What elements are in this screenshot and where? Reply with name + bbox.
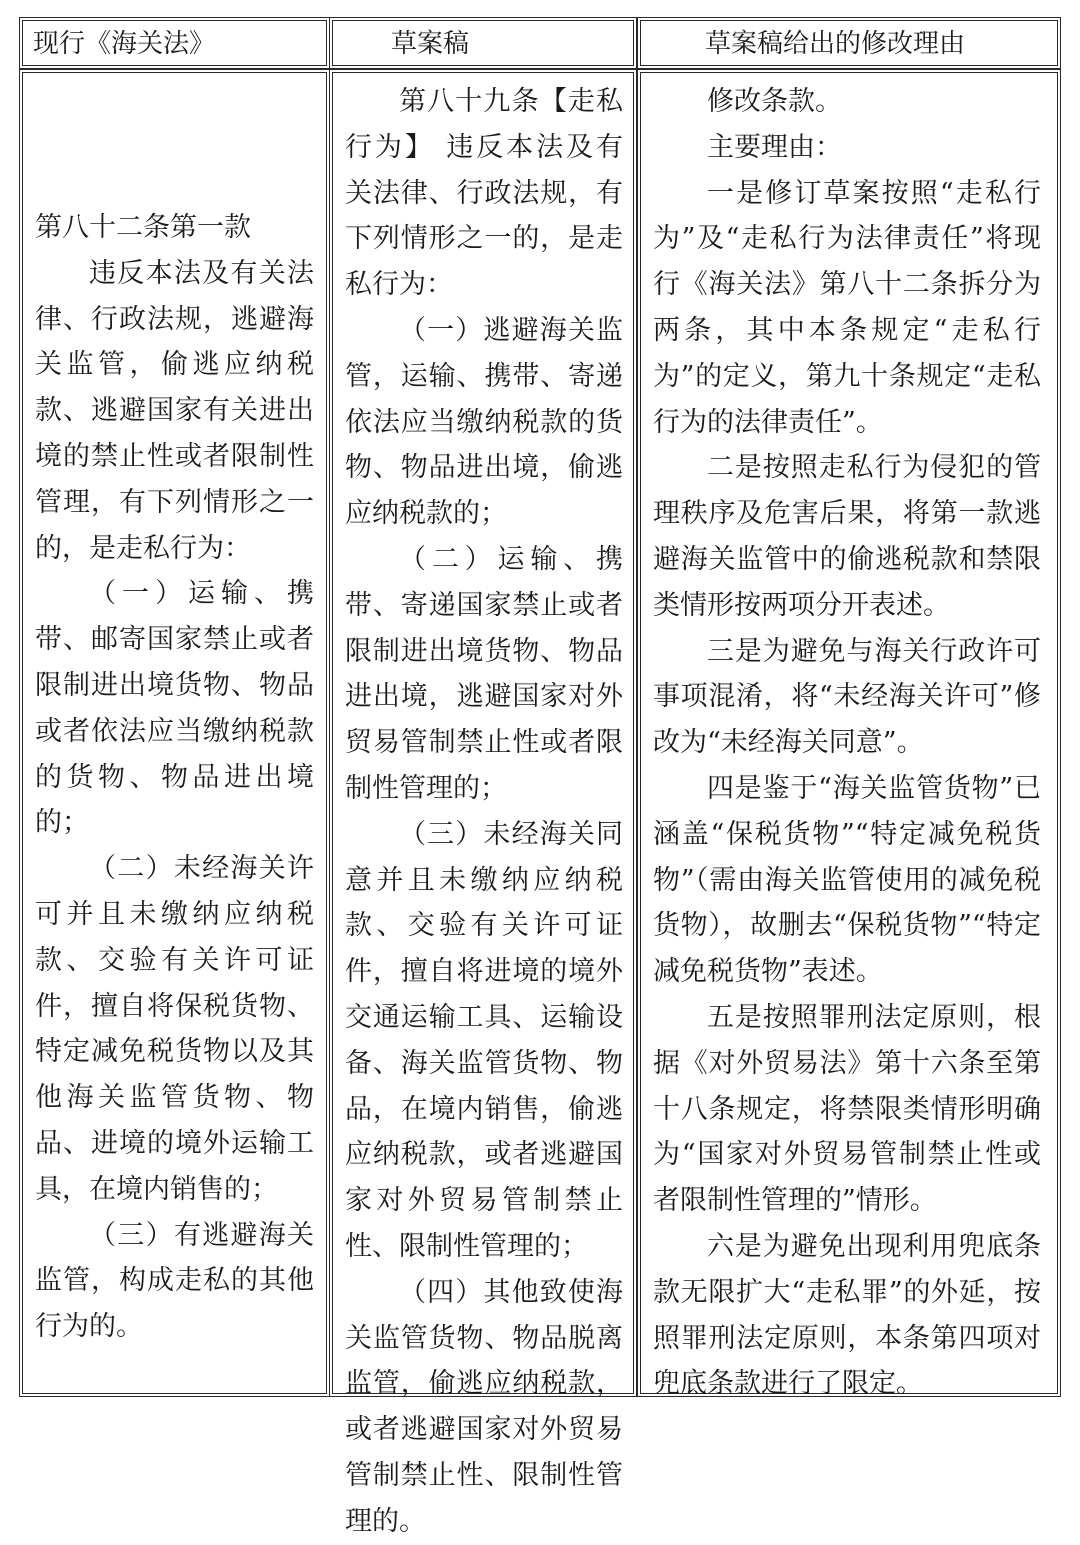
article-item: （二）未经海关许可并且未缴纳应纳税款、交验有关许可证件，擅自将保税货物、特定减免税货物以及其他海关监管货物、物品、进境的境外运输工具，在境内销售的； xyxy=(35,853,314,1205)
draft-item: （二）运输、携带、寄递国家禁止或者限制进出境货物、物品进出境，逃避国家对外贸易管制禁止性或者限制性管理的； xyxy=(345,543,623,804)
article-item: （一）运输、携带、邮寄国家禁止或者限制进出境货物、物品或者依法应当缴纳税款的货物、物品进出境的； xyxy=(35,578,314,839)
reason-paragraph: 五是按照罪刑法定原则，根据《对外贸易法》第十六条至第十八条规定，将禁限类情形明确为“国家对外贸易管制禁止性或者限制性管理的”情形。 xyxy=(653,1001,1041,1217)
draft-item: （三）未经海关同意并且未缴纳应纳税款、交验有关许可证件，擅自将进境的境外交通运输工具、运输设备、海关监管货物、物品，在境内销售，偷逃应纳税款，或者逃避国家对外贸易管制禁止性、限制性管理的； xyxy=(345,818,623,1262)
header-reasons: 草案稿给出的修改理由 xyxy=(705,29,966,59)
article-item: （三）有逃避海关监管，构成走私的其他行为的。 xyxy=(35,1219,314,1343)
reason-paragraph: 四是鉴于“海关监管货物”已涵盖“保税货物”“特定减免税货物”（需由海关监管使用的减免税货物），故删去“保税货物”“特定减免税货物”表述。 xyxy=(653,772,1041,988)
header-cell-reasons xyxy=(640,20,1058,66)
reason-paragraph: 主要理由： xyxy=(707,131,842,163)
draft-item: （四）其他致使海关监管货物、物品脱离监管，偷逃应纳税款，或者逃避国家对外贸易管制禁止性、限制性管理的。 xyxy=(345,1276,623,1537)
reasons-cell xyxy=(640,72,1058,1400)
reason-paragraph: 一是修订草案按照“走私行为”及“走私行为法律责任”将现行《海关法》第八十二条拆分为两条，其中本条规定“走私行为”的定义，第九十条规定“走私行为的法律责任”。 xyxy=(653,177,1041,438)
reason-paragraph: 二是按照走私行为侵犯的管理秩序及危害后果，将第一款逃避海关监管中的偷逃税款和禁限类情形按两项分开表述。 xyxy=(653,452,1041,621)
reason-paragraph: 修改条款。 xyxy=(707,86,842,117)
header-cell-current-law xyxy=(22,20,327,66)
current-law-cell xyxy=(22,72,327,1394)
header-current-law: 现行《海关法》 xyxy=(33,29,216,59)
draft-item: （一）逃避海关监管，运输、携带、寄递依法应当缴纳税款的货物、物品进出境，偷逃应纳税款的； xyxy=(345,314,623,530)
header-cell-draft xyxy=(332,20,634,66)
article-intro: 违反本法及有关法律、行政法规，逃避海关监管，偷逃应纳税款、逃避国家有关进出境的禁止性或者限制性管理，有下列情形之一的，是走私行为： xyxy=(35,257,314,564)
draft-intro: 第八十九条【走私行为】 违反本法及有关法律、行政法规，有下列情形之一的，是走私行为： xyxy=(345,86,623,301)
draft-cell xyxy=(332,72,634,1537)
reason-paragraph: 六是为避免出现利用兜底条款无限扩大“走私罪”的外延，按照罪刑法定原则，本条第四项对兜底条款进行了限定。 xyxy=(653,1230,1041,1400)
header-draft: 草案稿 xyxy=(391,29,470,59)
article-title: 第八十二条第一款 xyxy=(35,212,251,243)
reason-paragraph: 三是为避免与海关行政许可事项混淆，将“未经海关许可”修改为“未经海关同意”。 xyxy=(653,635,1041,759)
